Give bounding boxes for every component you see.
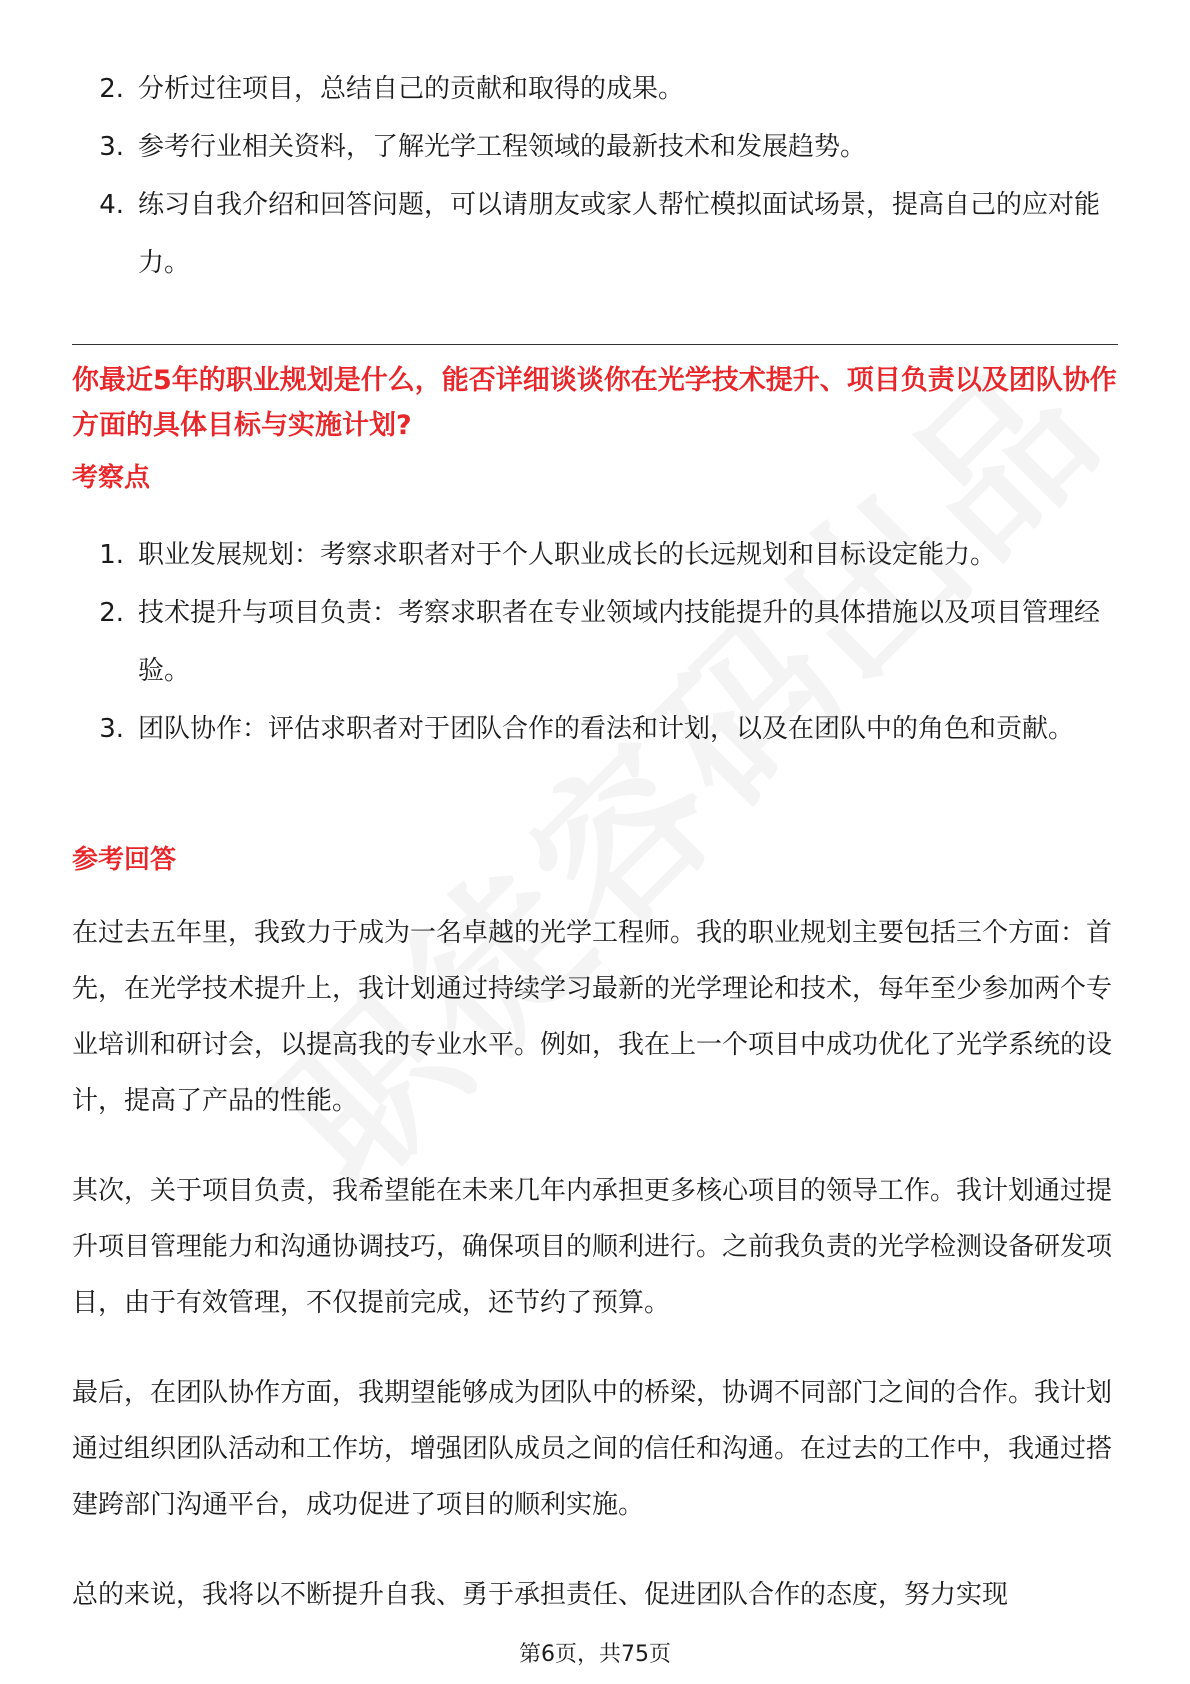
list-text: 技术提升与项目负责：考察求职者在专业领域内技能提升的具体措施以及项目管理经验。: [138, 598, 1101, 686]
points-heading: 考察点: [72, 463, 151, 493]
interview-question: 你最近5年的职业规划是什么，能否详细谈谈你在光学技术提升、项目负责以及团队协作方面的具体目标与实施计划?: [72, 365, 1117, 441]
answer-paragraph: 总的来说，我将以不断提升自我、勇于承担责任、促进团队合作的态度，努力实现: [72, 1580, 1009, 1610]
list-number: 3.: [99, 714, 124, 744]
answer-paragraph: 其次，关于项目负责，我希望能在未来几年内承担更多核心项目的领导工作。我计划通过提升项目管理能力和沟通协调技巧，确保项目的顺利进行。之前我负责的光学检测设备研发项目，由于有效管理，不仅提前完成，还节约了预算。: [72, 1176, 1113, 1318]
list-text: 参考行业相关资料，了解光学工程领域的最新技术和发展趋势。: [138, 132, 867, 162]
list-item: [72, 118, 1118, 176]
list-text: 团队协作：评估求职者对于团队合作的看法和计划，以及在团队中的角色和贡献。: [138, 714, 1075, 744]
list-text: 职业发展规划：考察求职者对于个人职业成长的长远规划和目标设定能力。: [138, 540, 997, 570]
list-item: [72, 176, 1118, 292]
list-item: [72, 526, 1118, 584]
list-number: 2.: [99, 598, 124, 628]
list-text: 练习自我介绍和回答问题，可以请朋友或家人帮忙模拟面试场景，提高自己的应对能力。: [138, 190, 1101, 278]
answer-paragraph: 在过去五年里，我致力于成为一名卓越的光学工程师。我的职业规划主要包括三个方面：首先，在光学技术提升上，我计划通过持续学习最新的光学理论和技术，每年至少参加两个专业培训和研讨会，以提高我的专业水平。例如，我在上一个项目中成功优化了光学系统的设计，提高了产品的性能。: [72, 918, 1113, 1116]
reference-answer: [72, 905, 1118, 1657]
list-item: [72, 700, 1118, 758]
evaluation-points-list: [72, 526, 1118, 758]
list-text: 分析过往项目，总结自己的贡献和取得的成果。: [138, 74, 685, 104]
list-item: [72, 60, 1118, 118]
document-page: [72, 0, 1118, 1684]
answer-heading: 参考回答: [72, 845, 177, 875]
page-footer: 第6页，共75页: [519, 1642, 671, 1667]
list-item: [72, 584, 1118, 700]
list-number: 3.: [99, 132, 124, 162]
prep-steps-list: [72, 60, 1118, 292]
answer-paragraph: 最后，在团队协作方面，我期望能够成为团队中的桥梁，协调不同部门之间的合作。我计划通过组织团队活动和工作坊，增强团队成员之间的信任和沟通。在过去的工作中，我通过搭建跨部门沟通平台，成功促进了项目的顺利实施。: [72, 1378, 1113, 1520]
section-divider: [72, 344, 1118, 345]
list-number: 2.: [99, 74, 124, 104]
list-number: 4.: [99, 190, 124, 220]
list-number: 1.: [99, 540, 124, 570]
